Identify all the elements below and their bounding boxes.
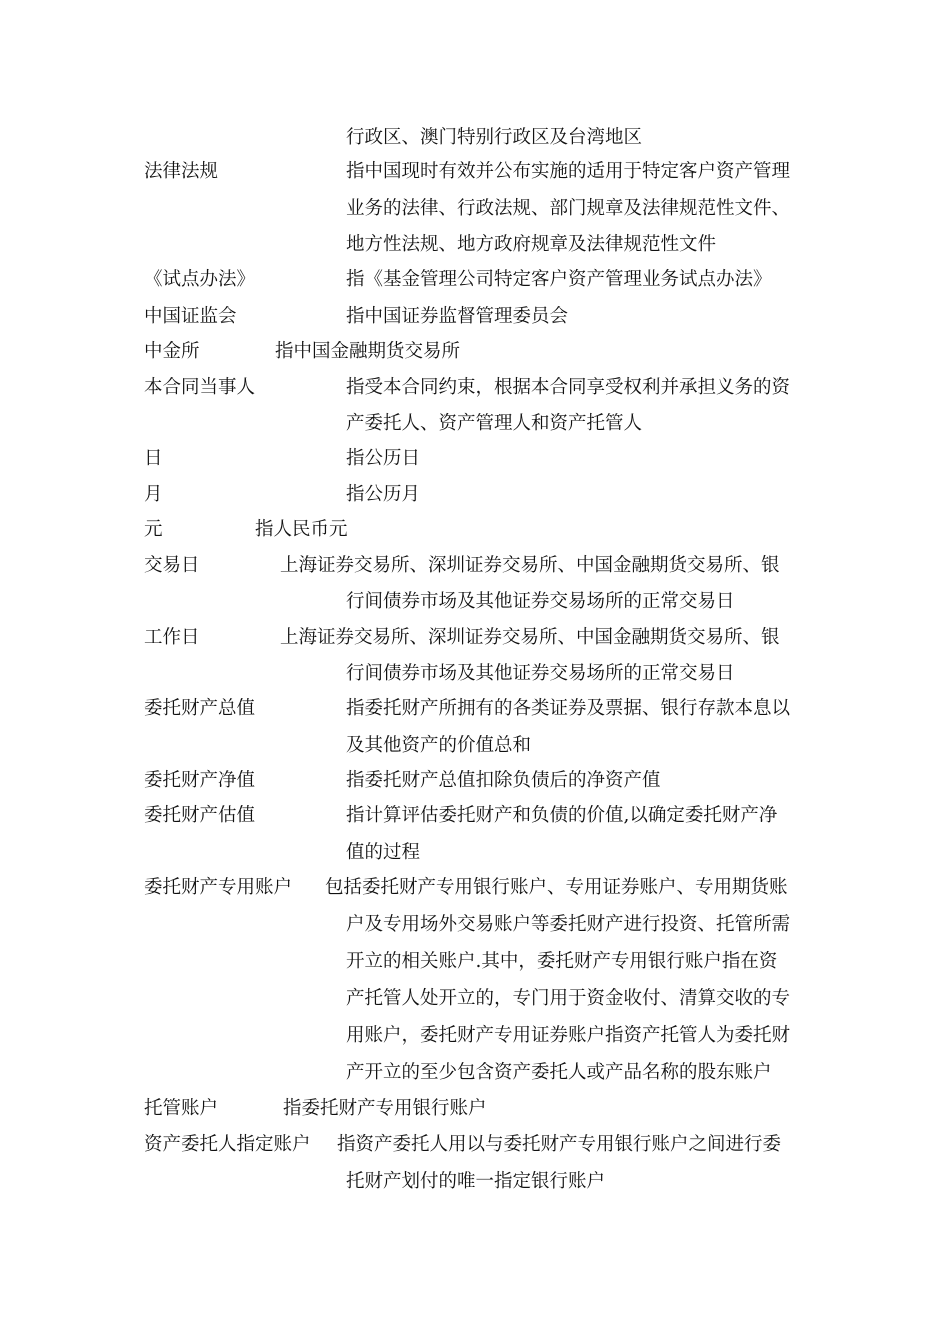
definition-text: 指公历月 <box>346 484 421 505</box>
term-contract-parties: 本合同当事人 <box>144 377 256 398</box>
definition-text: 指委托财产总值扣除负债后的净资产值 <box>346 770 661 791</box>
definition-text: 指计算评估委托财产和负债的价值,以确定委托财产净 <box>346 805 778 826</box>
definition-text: 产托管人处开立的，专门用于资金收付、清算交收的专 <box>346 988 791 1009</box>
definition-text: 值的过程 <box>346 842 421 863</box>
term-pilot-measures: 《试点办法》 <box>144 269 256 290</box>
term-net-asset-value: 委托财产净值 <box>144 770 256 791</box>
definition-text: 指人民币元 <box>255 519 348 540</box>
definition-text: 指受本合同约束，根据本合同享受权利并承担义务的资 <box>346 377 791 398</box>
definition-text: 指委托财产专用银行账户 <box>283 1098 487 1119</box>
definition-text: 产开立的至少包含资产委托人或产品名称的股东账户 <box>346 1062 772 1083</box>
term-total-asset-value: 委托财产总值 <box>144 698 256 719</box>
term-client-designated-account: 资产委托人指定账户 <box>144 1134 311 1155</box>
term-yuan: 元 <box>144 519 163 540</box>
term-working-day: 工作日 <box>144 627 200 648</box>
definition-text: 上海证券交易所、深圳证券交易所、中国金融期货交易所、银 <box>280 555 780 576</box>
term-laws: 法律法规 <box>144 161 219 182</box>
definition-text: 及其他资产的价值总和 <box>346 735 532 756</box>
term-cffex: 中金所 <box>144 341 200 362</box>
term-asset-valuation: 委托财产估值 <box>144 805 256 826</box>
definition-text: 包括委托财产专用银行账户、专用证券账户、专用期货账 <box>325 877 788 898</box>
term-csrc: 中国证监会 <box>144 306 237 327</box>
definition-text: 产委托人、资产管理人和资产托管人 <box>346 413 643 434</box>
term-trading-day: 交易日 <box>144 555 200 576</box>
definition-text: 指资产委托人用以与委托财产专用银行账户之间进行委 <box>337 1134 782 1155</box>
term-custody-account: 托管账户 <box>144 1098 219 1119</box>
definition-text: 上海证券交易所、深圳证券交易所、中国金融期货交易所、银 <box>280 627 780 648</box>
definition-text: 业务的法律、行政法规、部门规章及法律规范性文件、 <box>346 198 791 219</box>
definition-text: 指中国证券监督管理委员会 <box>346 306 569 327</box>
definition-text: 指公历日 <box>346 448 421 469</box>
definition-text: 行间债券市场及其他证券交易场所的正常交易日 <box>346 591 735 612</box>
term-day: 日 <box>144 448 163 469</box>
definition-text: 行间债券市场及其他证券交易场所的正常交易日 <box>346 663 735 684</box>
definition-text: 指中国现时有效并公布实施的适用于特定客户资产管理 <box>346 161 791 182</box>
definition-text: 用账户，委托财产专用证券账户指资产托管人为委托财 <box>346 1025 791 1046</box>
definition-text: 行政区、澳门特别行政区及台湾地区 <box>346 127 643 148</box>
definition-text: 托财产划付的唯一指定银行账户 <box>346 1171 606 1192</box>
definition-text: 指《基金管理公司特定客户资产管理业务试点办法》 <box>346 269 772 290</box>
definition-text: 指中国金融期货交易所 <box>275 341 461 362</box>
definition-text: 户及专用场外交易账户等委托财产进行投资、托管所需 <box>346 914 791 935</box>
definition-text: 地方性法规、地方政府规章及法律规范性文件 <box>346 234 717 255</box>
definition-text: 开立的相关账户.其中，委托财产专用银行账户指在资 <box>346 951 778 972</box>
term-month: 月 <box>144 484 163 505</box>
term-dedicated-account: 委托财产专用账户 <box>144 877 293 898</box>
definition-text: 指委托财产所拥有的各类证券及票据、银行存款本息以 <box>346 698 791 719</box>
